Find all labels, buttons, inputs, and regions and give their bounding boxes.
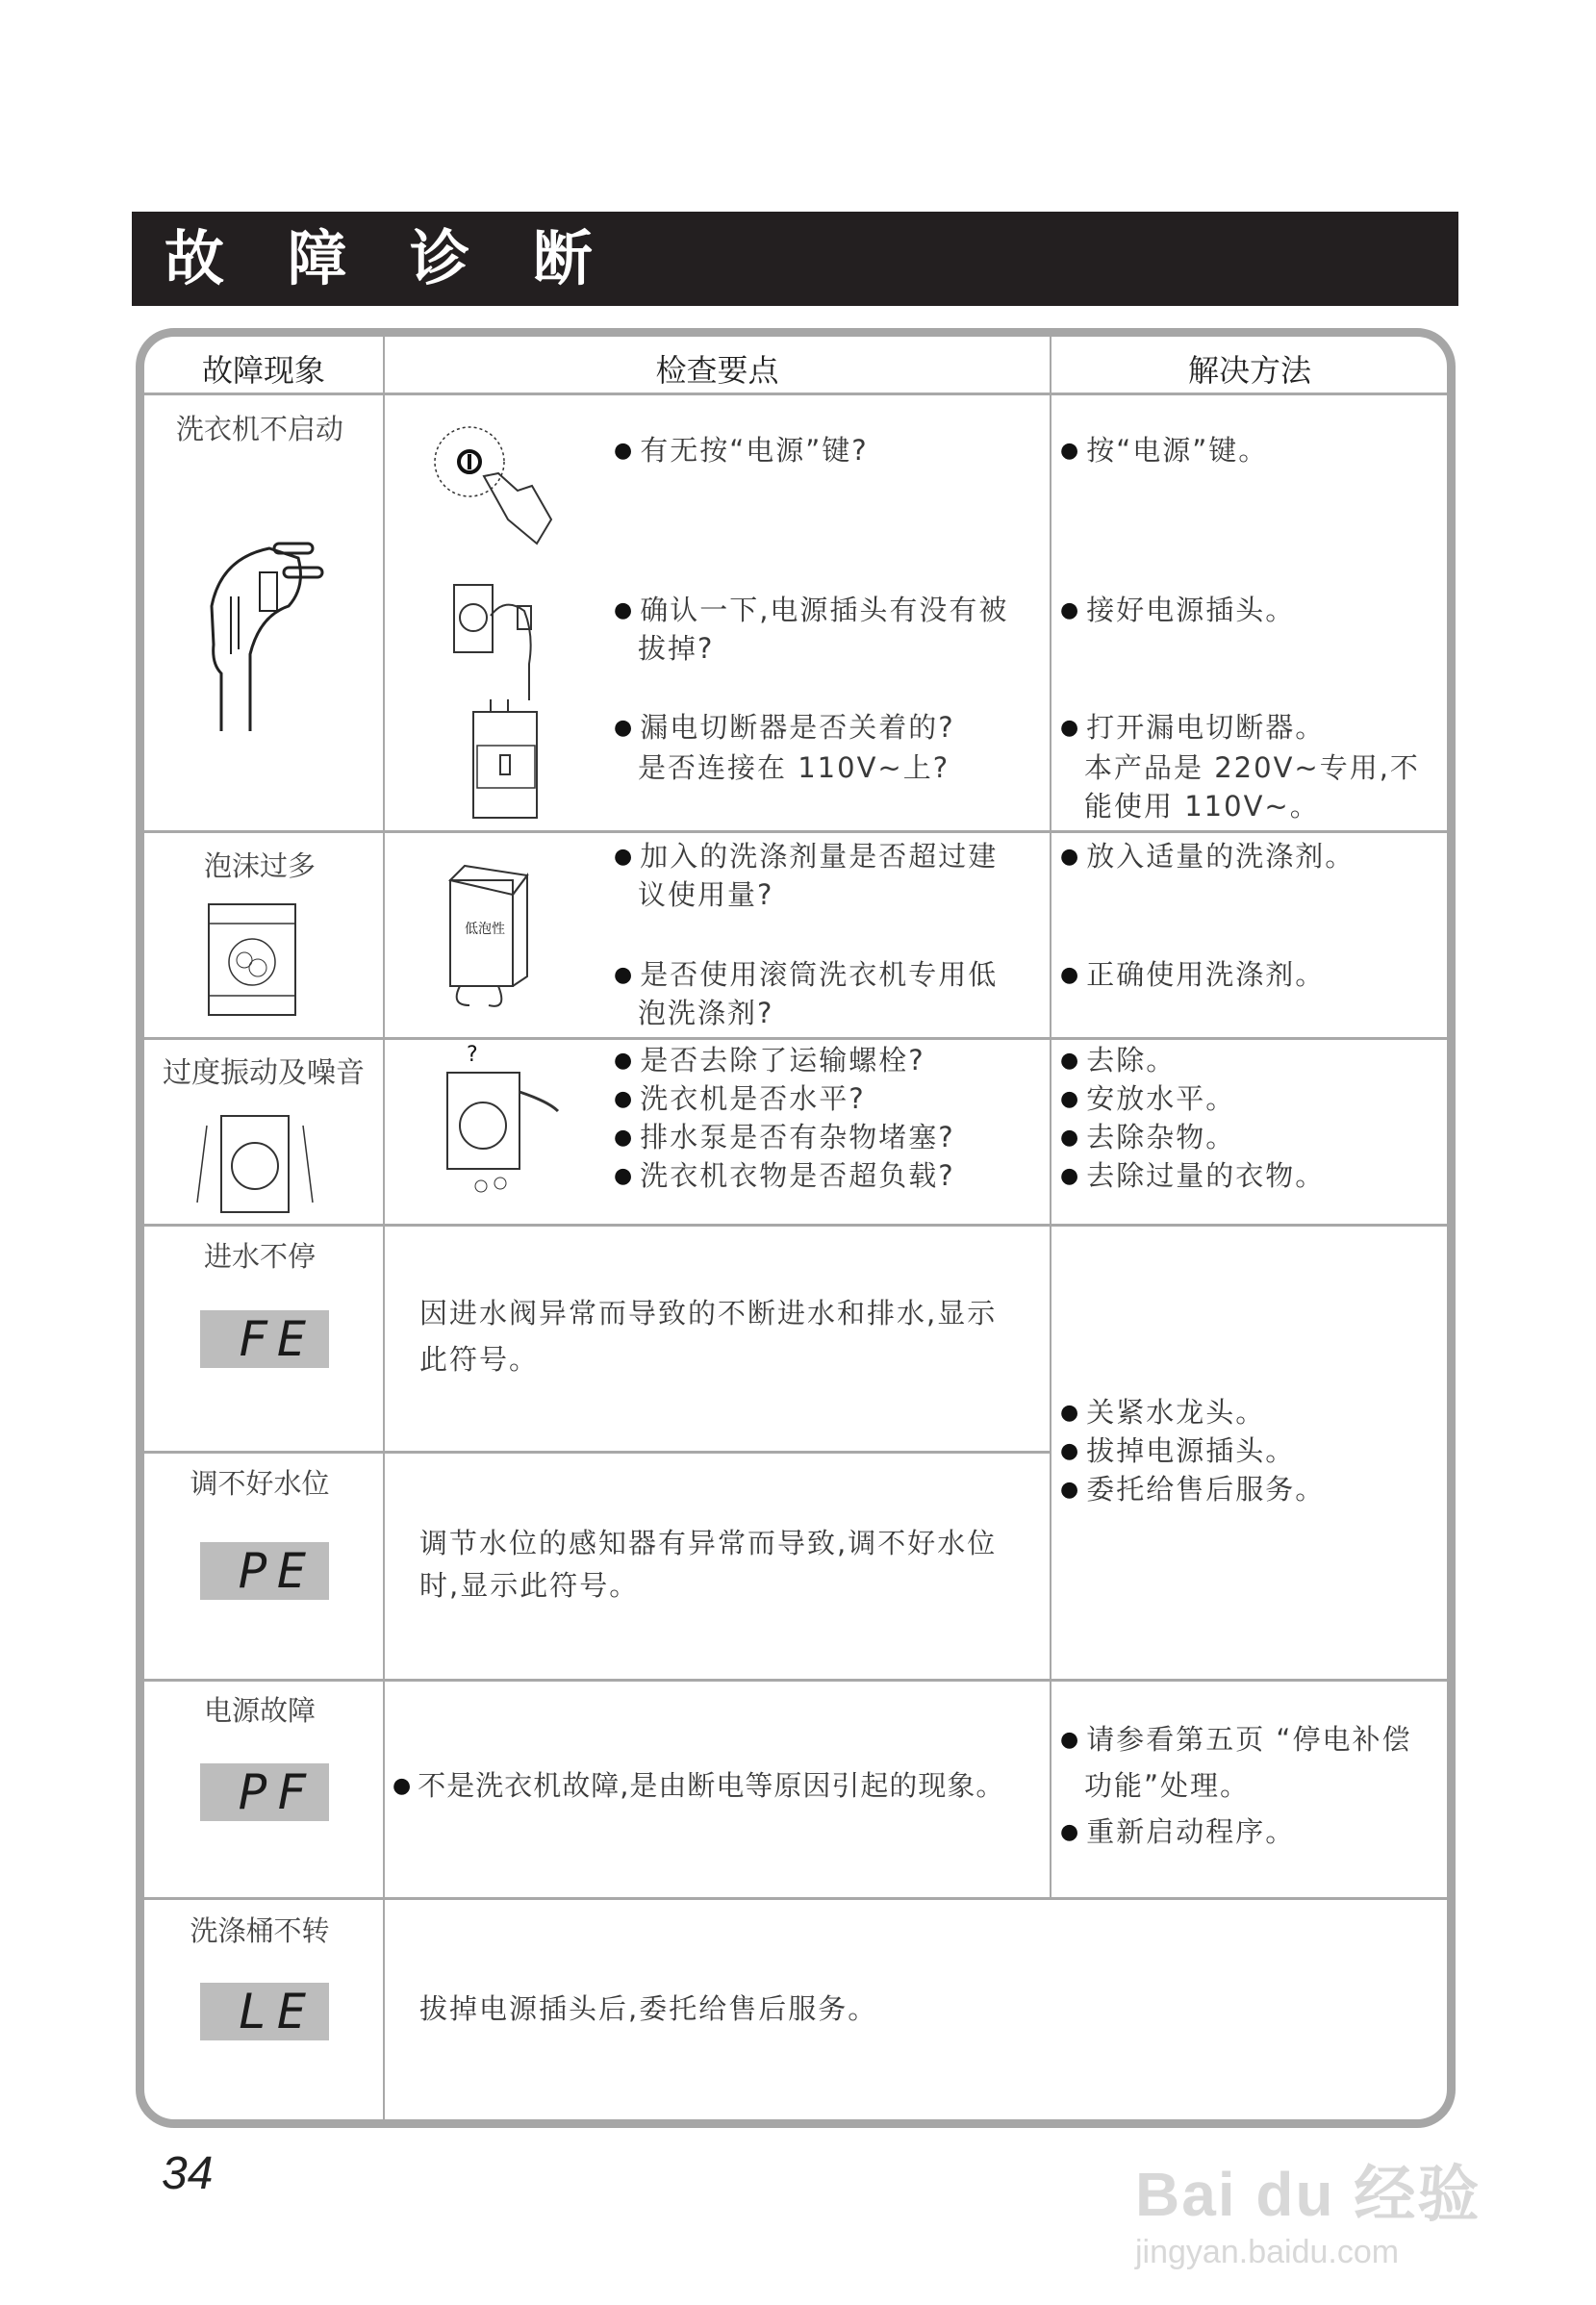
error-code: FE xyxy=(238,1311,316,1367)
symptom-label: 洗衣机不启动 xyxy=(175,413,343,445)
symptom-label: 过度振动及噪音 xyxy=(163,1056,365,1090)
solution-item-cont: 功能”处理。 xyxy=(1084,1769,1251,1802)
row-divider xyxy=(144,1679,1447,1682)
lcd-code-display xyxy=(200,1983,329,2040)
svg-text:低泡性: 低泡性 xyxy=(465,922,505,937)
check-item: ● 排水泵是否有杂物堵塞? xyxy=(614,1118,955,1160)
lcd-code-display xyxy=(200,1542,329,1600)
description: 拔掉电源插头后,委托给售后服务。 xyxy=(419,1992,878,2025)
column-divider xyxy=(1050,337,1051,1897)
symptom-label: 泡沫过多 xyxy=(203,849,316,882)
symptom-label: 进水不停 xyxy=(203,1240,316,1273)
solution-item: ● 重新启动程序。 xyxy=(1060,1812,1295,1855)
solution-item: ● 去除杂物。 xyxy=(1060,1118,1235,1160)
row-divider xyxy=(144,393,1447,395)
row-divider xyxy=(144,830,1447,833)
solution-item: ● 请参看第五页 “停电补偿 xyxy=(1060,1720,1411,1762)
check-item: ● 洗衣机衣物是否超负载? xyxy=(614,1156,955,1199)
foam-washer-icon xyxy=(204,895,300,1020)
lcd-code-display xyxy=(200,1310,329,1368)
wall-socket-plug-icon xyxy=(452,577,558,702)
washer-character-icon xyxy=(423,1044,577,1198)
solution-item: ● 安放水平。 xyxy=(1060,1079,1235,1122)
solution-item: ● 接好电源插头。 xyxy=(1060,591,1295,633)
description: 时,显示此符号。 xyxy=(419,1569,640,1602)
row-divider xyxy=(144,1451,1050,1454)
check-item: ● 是否去除了运输螺栓? xyxy=(614,1041,925,1083)
solution-item: ● 去除。 xyxy=(1060,1041,1176,1083)
check-item-cont: 是否连接在 110V~上? xyxy=(638,751,950,784)
detergent-box-icon xyxy=(421,861,566,1015)
vibrating-washer-icon xyxy=(188,1097,322,1217)
solution-item: ● 放入适量的洗涤剂。 xyxy=(1060,837,1355,879)
check-item-cont: 泡洗涤剂? xyxy=(638,997,774,1029)
error-code: PF xyxy=(238,1764,316,1820)
check-item: ● 有无按“电源”键? xyxy=(614,431,869,473)
circuit-breaker-icon xyxy=(469,697,546,823)
solution-item: ● 委托给售后服务。 xyxy=(1060,1470,1325,1512)
power-button-press-icon xyxy=(431,414,566,548)
symptom-label: 洗涤桶不转 xyxy=(190,1914,330,1947)
solution-item: ● 按“电源”键。 xyxy=(1060,431,1268,473)
page-number: 34 xyxy=(162,2148,214,2199)
header-symptom: 故障现象 xyxy=(201,352,325,389)
header-solution: 解决方法 xyxy=(1187,352,1311,389)
solution-item: ● 去除过量的衣物。 xyxy=(1060,1156,1325,1199)
solution-item: ● 关紧水龙头。 xyxy=(1060,1393,1265,1435)
description: 因进水阀异常而导致的不断进水和排水,显示 xyxy=(419,1297,998,1330)
check-item-cont: 拔掉? xyxy=(638,632,715,665)
title-bar xyxy=(132,212,1458,306)
solution-item: ● 打开漏电切断器。 xyxy=(1060,708,1325,750)
solution-item-cont: 能使用 110V~。 xyxy=(1084,790,1320,823)
row-divider xyxy=(144,1037,1447,1040)
row-divider xyxy=(144,1224,1447,1227)
header-check: 检查要点 xyxy=(655,352,779,389)
lcd-code-display xyxy=(200,1763,329,1821)
error-code: PE xyxy=(238,1543,316,1599)
error-code: LE xyxy=(238,1984,316,2039)
watermark-brand: Bai du 经验 xyxy=(1135,2160,1482,2229)
watermark-url: jingyan.baidu.com xyxy=(1135,2234,1400,2270)
check-item: ● 加入的洗涤剂量是否超过建 xyxy=(614,837,998,879)
check-item: ● 漏电切断器是否关着的? xyxy=(614,708,955,750)
solution-item-cont: 本产品是 220V~专用,不 xyxy=(1084,751,1420,784)
check-item-cont: 议使用量? xyxy=(638,878,774,911)
page-title: 故 障 诊 断 xyxy=(165,223,614,293)
symptom-label: 调不好水位 xyxy=(190,1467,330,1500)
description: 此符号。 xyxy=(419,1343,540,1376)
svg-text:?: ? xyxy=(467,1044,478,1067)
row-divider xyxy=(144,1897,1447,1900)
description: ● 不是洗衣机故障,是由断电等原因引起的现象。 xyxy=(393,1766,1004,1809)
solution-item: ● 拔掉电源插头。 xyxy=(1060,1431,1295,1474)
check-item: ● 确认一下,电源插头有没有被 xyxy=(614,591,1008,633)
power-plug-icon xyxy=(183,519,327,741)
column-divider xyxy=(383,337,385,2119)
solution-item: ● 正确使用洗涤剂。 xyxy=(1060,955,1325,998)
symptom-label: 电源故障 xyxy=(203,1694,316,1727)
check-item: ● 洗衣机是否水平? xyxy=(614,1079,866,1122)
description: 调节水位的感知器有异常而导致,调不好水位 xyxy=(419,1527,998,1559)
check-item: ● 是否使用滚筒洗衣机专用低 xyxy=(614,955,998,998)
